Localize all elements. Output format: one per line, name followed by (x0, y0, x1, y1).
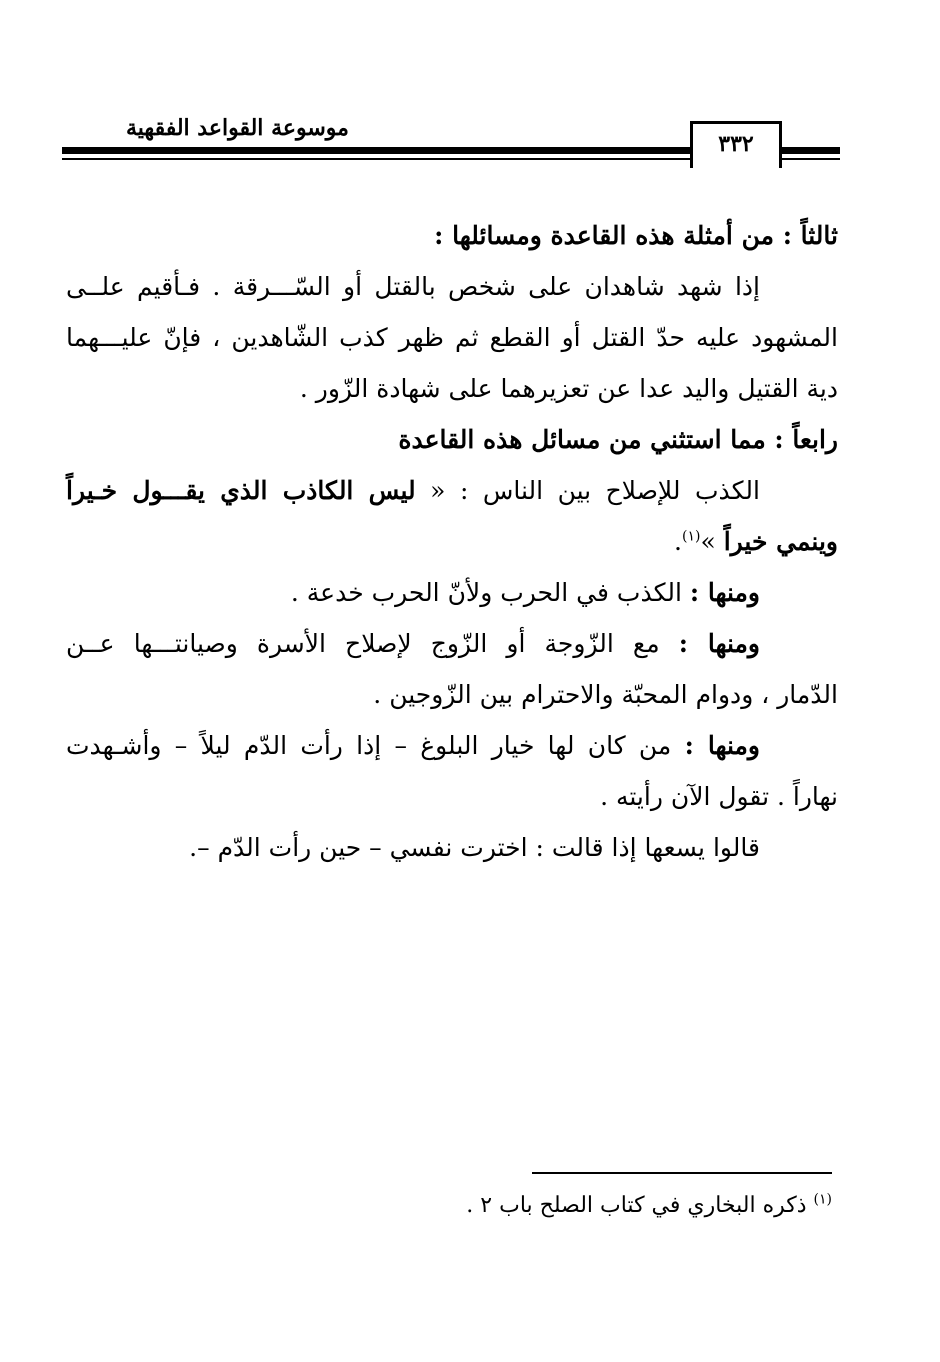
minha-label: ومنها : (678, 629, 760, 658)
page-header (62, 95, 840, 175)
footnote-separator (532, 1172, 832, 1174)
minha-label: ومنها : (689, 578, 760, 607)
text-run: » (700, 527, 724, 556)
section-heading-4: رابعاً : مما استثني من مسائل هذه القاعدة (398, 425, 838, 454)
text-run: . (674, 527, 682, 556)
footnote-text: ذكره البخاري في كتاب الصلح باب ٢ . (466, 1193, 807, 1218)
paragraph-line (66, 465, 838, 516)
paragraph-line (66, 567, 838, 618)
paragraph-line (66, 516, 838, 567)
section-heading-3: ثالثاً : من أمثلة هذه القاعدة ومسائلها : (434, 221, 838, 250)
hadith-quote: ليس الكاذب الذي يقـــول خـيراً (66, 476, 416, 505)
text-run: مع الزّوجة أو الزّوج لإصلاح الأسرة وصيانتـــها عــن (66, 629, 679, 658)
text-run: الكذب للإصلاح بين الناس : « (415, 476, 760, 505)
paragraph-line (66, 720, 838, 771)
text-run: من كان لها خيار البلوغ – إذا رأت الدّم ليلاً – وأشـهدت (66, 731, 685, 760)
text-run: الكذب في الحرب ولأنّ الحرب خدعة . (290, 578, 690, 607)
page-body (66, 210, 838, 873)
footnote-marker: (١) (813, 1191, 832, 1208)
hadith-quote: وينمي خيراً (723, 527, 838, 556)
book-title: موسوعة القواعد الفقهية (126, 115, 349, 141)
paragraph-line (66, 618, 838, 669)
paragraph-line: إذا شهد شاهدان على شخص بالقتل أو السّـــرقة . فـأقيم علــى (66, 272, 760, 301)
footnote-ref[interactable]: (١) (681, 528, 701, 545)
page-number: ٣٣٢ (690, 121, 782, 168)
paragraph-line: المشهود عليه حدّ القتل أو القطع ثم ظهر كذب الشّاهدين ، فإنّ عليـــهما (66, 323, 838, 352)
footnote (360, 1188, 832, 1224)
paragraph-line: قالوا يسعها إذا قالت : اخترت نفسي – حين رأت الدّم –. (189, 833, 760, 862)
paragraph-line: الدّمار ، ودوام المحبّة والاحترام بين الزّوجين . (373, 680, 838, 709)
minha-label: ومنها : (684, 731, 760, 760)
paragraph-line: نهاراً . تقول الآن رأيته . (600, 782, 838, 811)
paragraph-line: دية القتيل واليد عدا عن تعزيرهما على شهادة الزّور . (299, 374, 838, 403)
